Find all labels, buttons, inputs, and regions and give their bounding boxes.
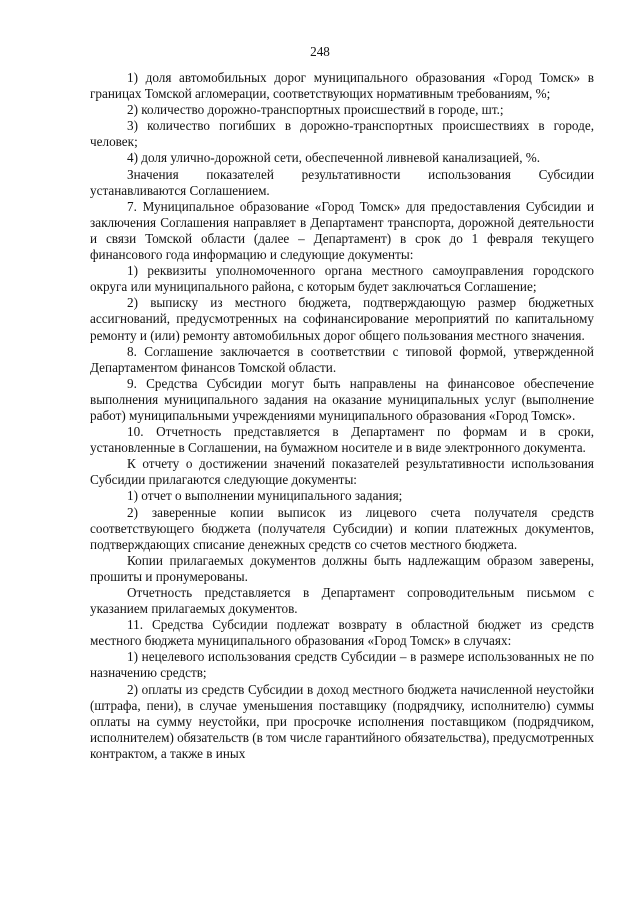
paragraph-section-11: 11. Средства Субсидии подлежат возврату в областной бюджет из средств местного бюджета муниципального образования «Город Томск» в случаях: (90, 617, 594, 649)
paragraph-item-1: 1) доля автомобильных дорог муниципального образования «Город Томск» в границах Томской агломерации, соответствующих нормативным требованиям, %; (90, 70, 594, 102)
paragraph-report-item-1: 1) отчет о выполнении муниципального задания; (127, 488, 403, 504)
paragraph-report-item-2: 2) заверенные копии выписок из лицевого счета получателя средств соответствующего бюджета (получателя Субсидии) и копии платежных документов, подтверждающих списание денежных средств со счетов местного бюджета. (90, 504, 594, 552)
paragraph-7-item-1: 1) реквизиты уполномоченного органа местного самоуправления городского округа или муниципального района, с которым будет заключаться Соглашение; (90, 263, 594, 295)
paragraph-section-9: 9. Средства Субсидии могут быть направлены на финансовое обеспечение выполнения муниципального задания на оказание муниципальных услуг (выполнение работ) муниципальными учреждениями муниципального образования «Город Томск». (90, 375, 594, 423)
paragraph-section-7: 7. Муниципальное образование «Город Томск» для предоставления Субсидии и заключения Соглашения направляет в Департамент транспорта, дорожной деятельности и связи Томской области (далее – Департамент) в срок до 1 февраля текущего финансового года информацию и следующие документы: (90, 198, 594, 263)
document-body (90, 70, 594, 762)
paragraph-section-8: 8. Соглашение заключается в соответствии с типовой формой, утвержденной Департаментом финансов Томской области. (90, 343, 594, 375)
paragraph-11-item-2: 2) оплаты из средств Субсидии в доход местного бюджета начисленной неустойки (штрафа, пени), в случае уменьшения поставщику (подрядчику, исполнителю) суммы оплаты на сумму неустойки, при просрочке исполнения поставщиком (подрядчиком, исполнителем) обязательств (в том числе гарантийного обязательства), предусмотренных контрактом, а также в иных (90, 681, 594, 761)
paragraph-report-docs: К отчету о достижении значений показателей результативности использования Субсидии прилагаются следующие документы: (90, 456, 594, 488)
paragraph-item-3: 3) количество погибших в дорожно-транспортных происшествиях в городе, человек; (90, 118, 594, 150)
paragraph-item-4: 4) доля улично-дорожной сети, обеспеченной ливневой канализацией, %. (127, 150, 541, 166)
paragraph-11-item-1: 1) нецелевого использования средств Субсидии – в размере использованных не по назначению средств; (90, 649, 594, 681)
paragraph-indicators: Значения показателей результативности использования Субсидии устанавливаются Соглашением. (90, 166, 594, 198)
paragraph-section-10: 10. Отчетность представляется в Департамент по формам и в сроки, установленные в Соглашении, на бумажном носителе и в виде электронного документа. (90, 424, 594, 456)
paragraph-cover-letter: Отчетность представляется в Департамент сопроводительным письмом с указанием прилагаемых документов. (90, 585, 594, 617)
paragraph-item-2: 2) количество дорожно-транспортных происшествий в городе, шт.; (127, 102, 504, 118)
paragraph-7-item-2: 2) выписку из местного бюджета, подтверждающую размер бюджетных ассигнований, предусмотренных на софинансирование мероприятий по капитальному ремонту и (или) ремонту автомобильных дорог общего пользования местного значения. (90, 295, 594, 343)
page-number: 248 (310, 44, 330, 59)
paragraph-copies: Копии прилагаемых документов должны быть надлежащим образом заверены, прошиты и пронумерованы. (90, 552, 594, 584)
